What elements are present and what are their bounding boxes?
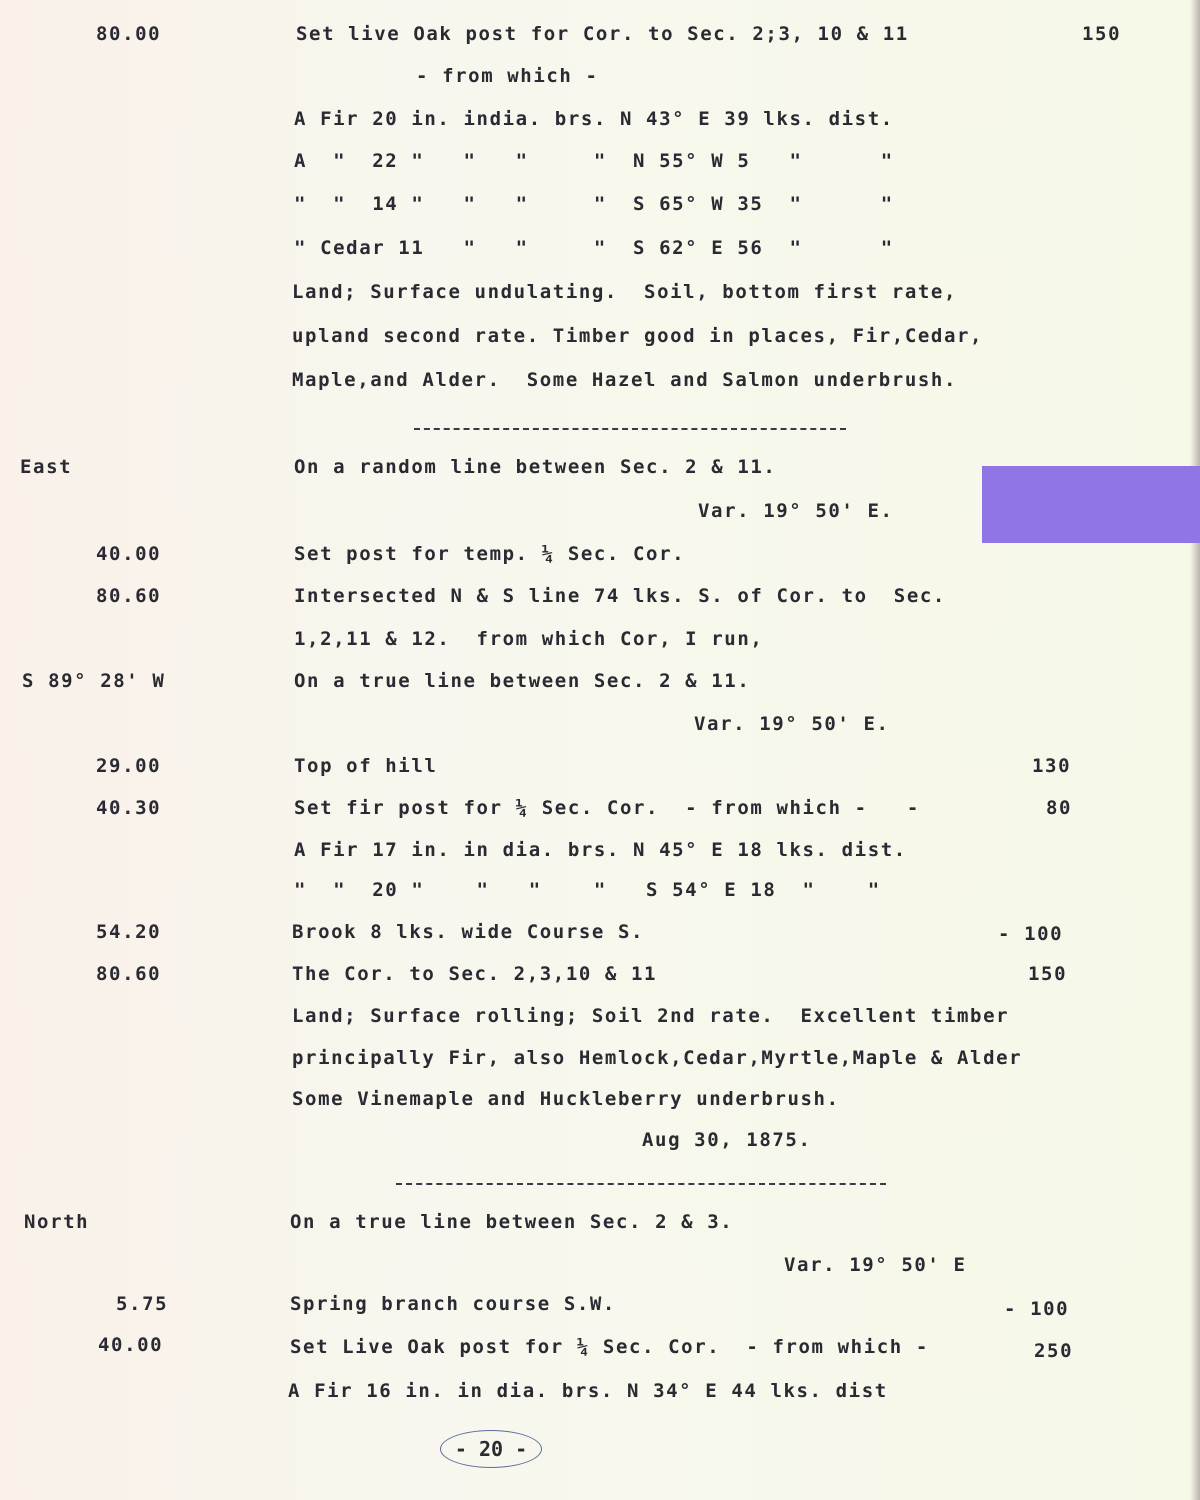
witness-tree-line: A Fir 17 in. in dia. brs. N 45° E 18 lks. dist. xyxy=(294,839,907,861)
section-divider xyxy=(396,1183,886,1185)
elevation-value: - 100 xyxy=(998,923,1064,945)
chain-distance: 5.75 xyxy=(116,1293,169,1315)
chain-distance: 80.60 xyxy=(96,963,162,985)
index-tab-marker xyxy=(982,466,1200,543)
witness-tree-line: A " 22 " " " " N 55° W 5 " " xyxy=(294,150,894,172)
land-description-line: Land; Surface undulating. Soil, bottom first rate, xyxy=(292,281,957,303)
witness-tree-line: " " 14 " " " " S 65° W 35 " " xyxy=(294,193,894,215)
note-line: Set Live Oak post for ¼ Sec. Cor. - from which - xyxy=(290,1336,929,1358)
note-line: 1,2,11 & 12. from which Cor, I run, xyxy=(294,628,764,650)
elevation-value: 250 xyxy=(1034,1340,1074,1362)
page-number: - 20 - xyxy=(440,1430,542,1468)
date-line: Aug 30, 1875. xyxy=(642,1129,812,1151)
witness-tree-line: A Fir 20 in. india. brs. N 43° E 39 lks. dist. xyxy=(294,108,894,130)
elevation-value: 150 xyxy=(1028,963,1068,985)
elevation-value: - 100 xyxy=(1004,1298,1070,1320)
note-line: On a true line between Sec. 2 & 3. xyxy=(290,1211,734,1233)
witness-tree-line: " " 20 " " " " S 54° E 18 " " xyxy=(294,879,881,901)
land-description-line: Some Vinemaple and Huckleberry underbrush. xyxy=(292,1088,840,1110)
elevation-value: 80 xyxy=(1046,797,1073,819)
note-line: The Cor. to Sec. 2,3,10 & 11 xyxy=(292,963,658,985)
land-description-line: Land; Surface rolling; Soil 2nd rate. Excellent timber xyxy=(292,1005,1010,1027)
chain-distance: 29.00 xyxy=(96,755,162,777)
page-edge-shadow xyxy=(1190,0,1200,1500)
chain-distance: 40.00 xyxy=(98,1334,164,1356)
note-line: Set post for temp. ¼ Sec. Cor. xyxy=(294,543,686,565)
land-description-line: upland second rate. Timber good in places, Fir,Cedar, xyxy=(292,325,984,347)
note-line: - from which - xyxy=(416,65,599,87)
section-divider xyxy=(414,428,846,430)
variation-line: Var. 19° 50' E. xyxy=(698,500,894,522)
note-line: On a true line between Sec. 2 & 11. xyxy=(294,670,751,692)
variation-line: Var. 19° 50' E xyxy=(784,1254,967,1276)
chain-distance: 54.20 xyxy=(96,921,162,943)
line-bearing: S 89° 28' W xyxy=(22,670,166,692)
witness-tree-line: " Cedar 11 " " " S 62° E 56 " " xyxy=(294,237,894,259)
note-line: Set live Oak post for Cor. to Sec. 2;3, 10 & 11 xyxy=(296,23,909,45)
line-bearing: East xyxy=(20,456,73,478)
note-line: Set fir post for ¼ Sec. Cor. - from which - - xyxy=(294,797,920,819)
chain-distance: 80.60 xyxy=(96,585,162,607)
chain-distance: 40.00 xyxy=(96,543,162,565)
note-line: Intersected N & S line 74 lks. S. of Cor. to Sec. xyxy=(294,585,946,607)
note-line: Top of hill xyxy=(294,755,438,777)
note-line: Brook 8 lks. wide Course S. xyxy=(292,921,645,943)
land-description-line: principally Fir, also Hemlock,Cedar,Myrtle,Maple & Alder xyxy=(292,1047,1023,1069)
land-description-line: Maple,and Alder. Some Hazel and Salmon underbrush. xyxy=(292,369,957,391)
note-line: Spring branch course S.W. xyxy=(290,1293,616,1315)
chain-distance: 40.30 xyxy=(96,797,162,819)
elevation-value: 150 xyxy=(1082,23,1122,45)
witness-tree-line: A Fir 16 in. in dia. brs. N 34° E 44 lks. dist xyxy=(288,1380,888,1402)
line-bearing: North xyxy=(24,1211,90,1233)
elevation-value: 130 xyxy=(1032,755,1072,777)
note-line: On a random line between Sec. 2 & 11. xyxy=(294,456,777,478)
variation-line: Var. 19° 50' E. xyxy=(694,713,890,735)
chain-distance: 80.00 xyxy=(96,23,162,45)
